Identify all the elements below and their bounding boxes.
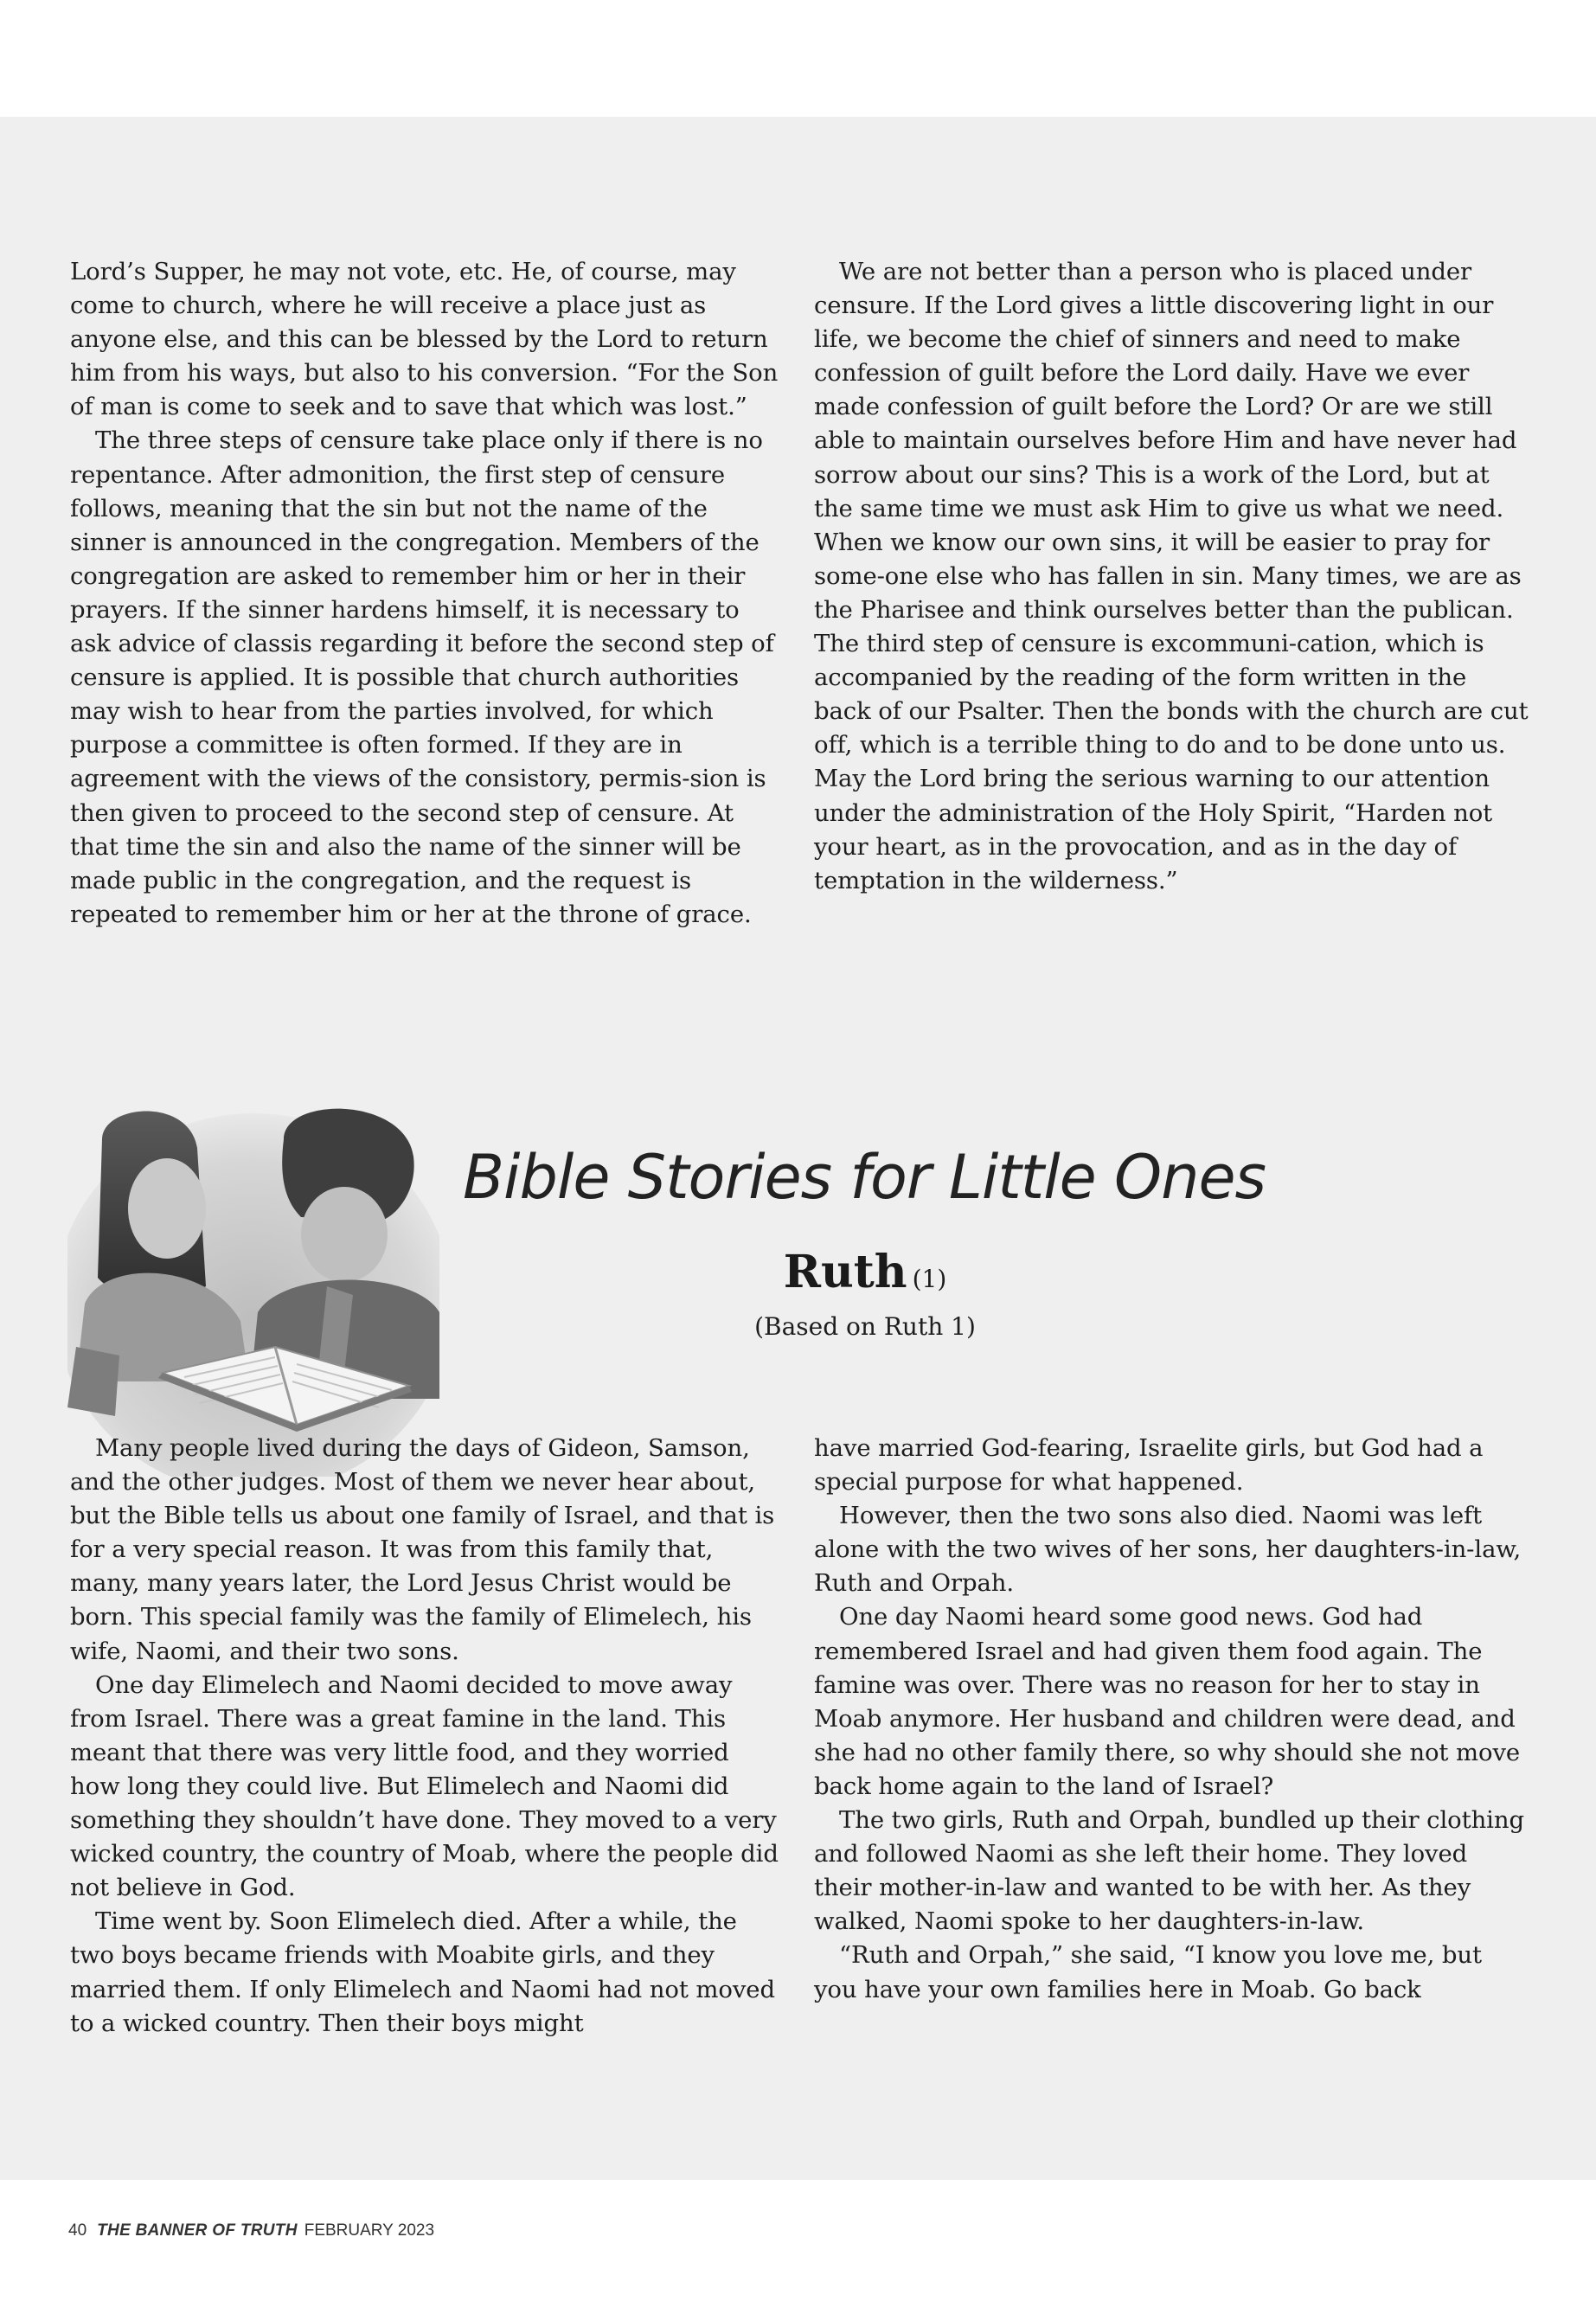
story-title <box>606 1246 1125 1298</box>
page-footer <box>68 2221 434 2240</box>
article-column-top-right <box>814 255 1529 898</box>
paragraph: “Ruth and Orpah,” she said, “I know you love me, but you have your own families here in Moab. Go back <box>814 1941 1482 2003</box>
paragraph: One day Naomi heard some good news. God had remembered Israel and had given them food again. The famine was over. There was no reason for her to stay in Moab anymore. Her husband and children were dead, and she had no other family there, so why should she not move back home again to the land of Israel? <box>814 1603 1521 1800</box>
paragraph: However, then the two sons also died. Naomi was left alone with the two wives of her sons, her daughters-in-law, Ruth and Orpah. <box>814 1502 1522 1598</box>
children-reading-photo <box>67 1087 439 1477</box>
section-title: Bible Stories for Little Ones <box>463 1142 1266 1213</box>
story-column-right <box>814 1432 1529 2007</box>
story-number: (1) <box>912 1265 947 1293</box>
story-name: Ruth <box>783 1246 907 1298</box>
paragraph: Many people lived during the days of Gideon, Samson, and the other judges. Most of them we never hear about, but the Bible tells us about one family of Israel, and that is for a very special reason. It was from this family that, many, many years later, the Lord Jesus Christ would be born. This special family was the family of Elimelech, his wife, Naomi, and their two sons. <box>70 1434 775 1665</box>
paragraph: Lord’s Supper, he may not vote, etc. He, of course, may come to church, where he will receive a place just as anyone else, and this can be blessed by the Lord to return him from his ways, but also to his conversion. “For the Son of man is come to seek and to save that which was lost.” <box>70 258 779 421</box>
page-number: 40 <box>68 2221 87 2240</box>
paragraph: One day Elimelech and Naomi decided to move away from Israel. There was a great famine in the land. This meant that there was very little food, and they worried how long they could live. But Elimelech and Naomi did something they shouldn’t have done. They moved to a very wicked country, the country of Moab, where the people did not believe in God. <box>70 1670 779 1902</box>
paragraph: We are not better than a person who is placed under censure. If the Lord gives a little discovering light in our life, we become the chief of sinners and need to make confession of guilt before the Lord daily. Have we ever made confession of guilt before the Lord? Or are we still able to maintain ourselves before Him and have never had sorrow about our sins? This is a work of the Lord, but at the same time we must ask Him to give us what we need. When we know our own sins, it will be easier to pray for some-one else who has fallen in sin. Many times, we are as the Pharisee and think ourselves better than the publican. The third step of censure is excommuni-cation, which is accompanied by the reading of the form written in the back of our Psalter. Then the bonds with the church are cut off, which is a terrible thing to do and to be done unto us. May the Lord bring the serious warning to our attention under the administration of the Holy Spirit, “Harden not your heart, as in the provocation, and as in the day of temptation in the wilderness.” <box>814 258 1529 894</box>
paragraph: Time went by. Soon Elimelech died. After a while, the two boys became friends with Moabite girls, and they married them. If only Elimelech and Naomi had not moved to a wicked country. Then their boys might <box>70 1907 775 2037</box>
publication-name: THE BANNER OF TRUTH <box>97 2221 298 2240</box>
issue-date: FEBRUARY 2023 <box>304 2221 435 2240</box>
page-background <box>0 117 1596 2240</box>
paragraph: The two girls, Ruth and Orpah, bundled up their clothing and followed Naomi as she left their home. They loved their mother-in-law and wanted to be with her. As they walked, Naomi spoke to her daughters-in-law. <box>814 1806 1524 1936</box>
paragraph: have married God-fearing, Israelite girls, but God had a special purpose for what happened. <box>814 1434 1484 1497</box>
paragraph: The three steps of censure take place only if there is no repentance. After admonition, the first step of censure follows, meaning that the sin but not the name of the sinner is announced in the congregation. Members of the congregation are asked to remember him or her in their prayers. If the sinner hardens himself, it is necessary to ask advice of classis regarding it before the second step of censure is applied. It is possible that church authorities may wish to hear from the parties involved, for which purpose a committee is often formed. If they are in agreement with the views of the consistory, permis-sion is then given to proceed to the second step of censure. At that time the sin and also the name of the sinner will be made public in the congregation, and the request is repeated to remember him or her at the throne of grace. <box>70 426 774 928</box>
story-source: (Based on Ruth 1) <box>754 1312 976 1341</box>
article-column-top-left <box>70 255 785 932</box>
story-column-left <box>70 1432 785 2041</box>
